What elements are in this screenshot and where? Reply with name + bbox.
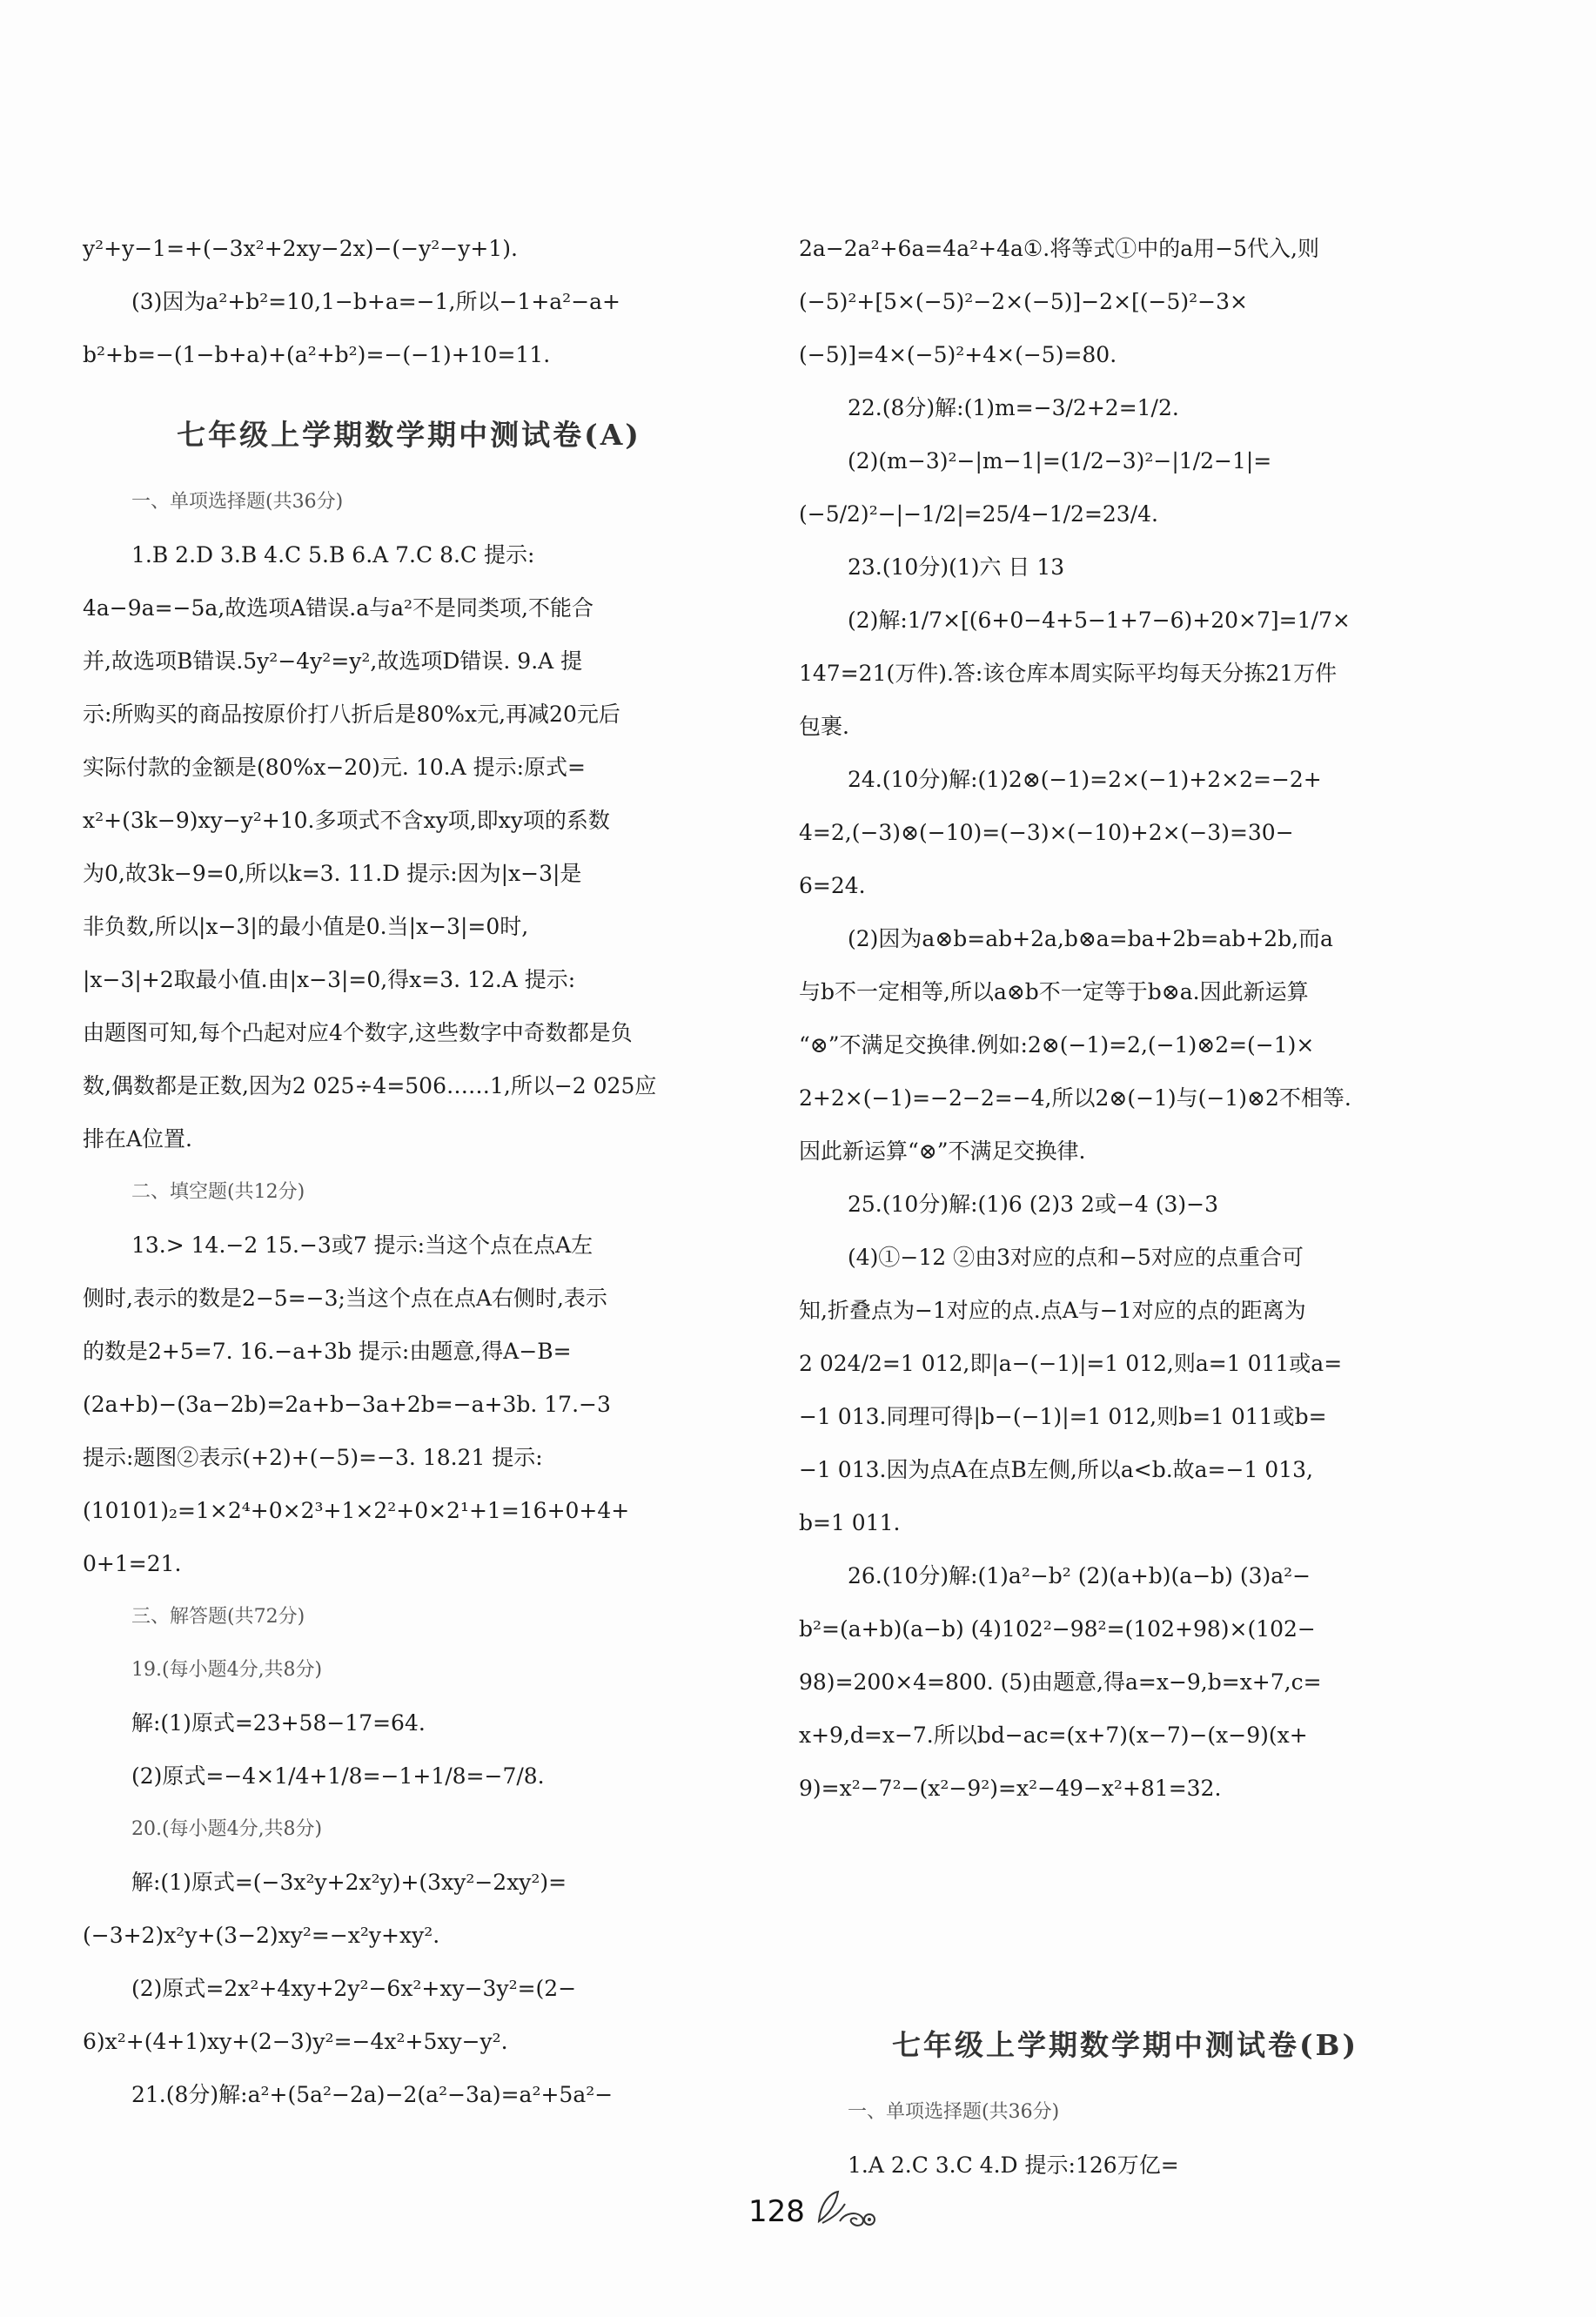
text-line: 示:所购买的商品按原价打八折后是80%x元,再减20元后: [83, 702, 620, 727]
text-line: (−5)²+[5×(−5)²−2×(−5)]−2×[(−5)²−3×: [799, 289, 1248, 314]
text-line: 侧时,表示的数是2−5=−3;当这个点在点A右侧时,表示: [83, 1286, 607, 1311]
section-heading: 一、单项选择题(共36分): [131, 491, 344, 513]
text-line: 解:(1)原式=23+58−17=64.: [131, 1710, 426, 1736]
text-line: 6=24.: [799, 873, 866, 898]
text-line: 2a−2a²+6a=4a²+4a①.将等式①中的a用−5代入,则: [799, 236, 1319, 261]
section-heading: 三、解答题(共72分): [131, 1606, 305, 1628]
text-line: 9)=x²−7²−(x²−9²)=x²−49−x²+81=32.: [799, 1776, 1222, 1801]
text-line: (2)因为a⊗b=ab+2a,b⊗a=ba+2b=ab+2b,而a: [848, 926, 1333, 951]
text-line: (−5)]=4×(−5)²+4×(−5)=80.: [799, 342, 1117, 367]
text-line: 4a−9a=−5a,故选项A错误.a与a²不是同类项,不能合: [83, 595, 594, 621]
text-line: (−3+2)x²y+(3−2)xy²=−x²y+xy².: [83, 1923, 440, 1948]
text-line: (2)(m−3)²−|m−1|=(1/2−3)²−|1/2−1|=: [848, 448, 1272, 473]
text-line: 排在A位置.: [83, 1126, 193, 1152]
text-line: −1 013.因为点A在点B左侧,所以a<b.故a=−1 013,: [799, 1457, 1313, 1482]
text-line: 1.A 2.C 3.C 4.D 提示:126万亿=: [848, 2152, 1179, 2178]
right-column: [799, 222, 1452, 1815]
text-line: 6)x²+(4+1)xy+(2−3)y²=−4x²+5xy−y².: [83, 2029, 508, 2054]
text-line: 知,折叠点为−1对应的点.点A与−1对应的点的距离为: [799, 1298, 1306, 1323]
text-line: 为0,故3k−9=0,所以k=3. 11.D 提示:因为|x−3|是: [83, 861, 582, 886]
text-line: (2a+b)−(3a−2b)=2a+b−3a+2b=−a+3b. 17.−3: [83, 1392, 611, 1417]
text-line: 由题图可知,每个凸起对应4个数字,这些数字中奇数都是负: [83, 1020, 633, 1045]
text-line: x²+(3k−9)xy−y²+10.多项式不含xy项,即xy项的系数: [83, 808, 610, 833]
text-line: x+9,d=x−7.所以bd−ac=(x+7)(x−7)−(x−9)(x+: [799, 1723, 1308, 1748]
text-line: (10101)₂=1×2⁴+0×2³+1×2²+0×2¹+1=16+0+4+: [83, 1498, 630, 1523]
text-line: 因此新运算“⊗”不满足交换律.: [799, 1138, 1086, 1164]
text-line: (2)原式=2x²+4xy+2y²−6x²+xy−3y²=(2−: [131, 1976, 577, 2001]
exam-b-section: [799, 1991, 1452, 2192]
text-line: 与b不一定相等,所以a⊗b不一定等于b⊗a.因此新运算: [799, 979, 1309, 1004]
text-line: (2)解:1/7×[(6+0−4+5−1+7−6)+20×7]=1/7×: [848, 608, 1351, 633]
leaf-swirl-icon: [814, 2186, 883, 2230]
text-line: 实际付款的金额是(80%x−20)元. 10.A 提示:原式=: [83, 755, 586, 780]
text-line: 0+1=21.: [83, 1551, 182, 1576]
text-line: 24.(10分)解:(1)2⊗(−1)=2×(−1)+2×2=−2+: [848, 767, 1322, 792]
text-line: “⊗”不满足交换律.例如:2⊗(−1)=2,(−1)⊗2=(−1)×: [799, 1032, 1315, 1058]
text-line: (4)①−12 ②由3对应的点和−5对应的点重合可: [848, 1245, 1304, 1270]
text-line: 包裹.: [799, 714, 849, 739]
left-column: [83, 222, 735, 2121]
text-line: 2 024/2=1 012,即|a−(−1)|=1 012,则a=1 011或a=: [799, 1351, 1343, 1376]
text-line: 非负数,所以|x−3|的最小值是0.当|x−3|=0时,: [83, 914, 529, 939]
text-line: |x−3|+2取最小值.由|x−3|=0,得x=3. 12.A 提示:: [83, 967, 576, 992]
text-line: 147=21(万件).答:该仓库本周实际平均每天分拣21万件: [799, 661, 1338, 686]
text-line: 提示:题图②表示(+2)+(−5)=−3. 18.21 提示:: [83, 1445, 543, 1470]
text-line: 22.(8分)解:(1)m=−3/2+2=1/2.: [848, 395, 1179, 420]
text-line: 的数是2+5=7. 16.−a+3b 提示:由题意,得A−B=: [83, 1339, 572, 1364]
exam-a-title: 七年级上学期数学期中测试卷(A): [177, 418, 641, 452]
text-line: (−5/2)²−|−1/2|=25/4−1/2=23/4.: [799, 501, 1158, 527]
text-line: 4=2,(−3)⊗(−10)=(−3)×(−10)+2×(−3)=30−: [799, 820, 1294, 845]
question-heading: 19.(每小题4分,共8分): [131, 1659, 323, 1681]
section-heading: 一、单项选择题(共36分): [848, 2101, 1060, 2123]
text-line: 1.B 2.D 3.B 4.C 5.B 6.A 7.C 8.C 提示:: [131, 542, 535, 567]
text-line: 13.> 14.−2 15.−3或7 提示:当这个点在点A左: [131, 1232, 593, 1258]
text-line: 23.(10分)(1)六 日 13: [848, 554, 1065, 580]
section-heading: 二、填空题(共12分): [131, 1181, 305, 1203]
text-line: 数,偶数都是正数,因为2 025÷4=506……1,所以−2 025应: [83, 1073, 657, 1098]
text-line: (2)原式=−4×1/4+1/8=−1+1/8=−7/8.: [131, 1763, 545, 1789]
page-number: 128: [748, 2194, 805, 2229]
text-line: b²+b=−(1−b+a)+(a²+b²)=−(−1)+10=11.: [83, 342, 551, 367]
text-line: y²+y−1=+(−3x²+2xy−2x)−(−y²−y+1).: [83, 236, 518, 261]
text-line: (3)因为a²+b²=10,1−b+a=−1,所以−1+a²−a+: [131, 289, 620, 314]
text-line: −1 013.同理可得|b−(−1)|=1 012,则b=1 011或b=: [799, 1404, 1327, 1429]
text-line: 21.(8分)解:a²+(5a²−2a)−2(a²−3a)=a²+5a²−: [131, 2082, 614, 2107]
text-line: b=1 011.: [799, 1510, 901, 1535]
text-line: 26.(10分)解:(1)a²−b² (2)(a+b)(a−b) (3)a²−: [848, 1563, 1311, 1588]
text-line: 98)=200×4=800. (5)由题意,得a=x−9,b=x+7,c=: [799, 1669, 1322, 1695]
text-line: b²=(a+b)(a−b) (4)102²−98²=(102+98)×(102−: [799, 1616, 1316, 1642]
text-line: 解:(1)原式=(−3x²y+2x²y)+(3xy²−2xy²)=: [131, 1870, 567, 1895]
exam-b-title: 七年级上学期数学期中测试卷(B): [891, 2028, 1359, 2062]
text-line: 2+2×(−1)=−2−2=−4,所以2⊗(−1)与(−1)⊗2不相等.: [799, 1085, 1351, 1111]
text-line: 并,故选项B错误.5y²−4y²=y²,故选项D错误. 9.A 提: [83, 648, 583, 674]
text-line: 25.(10分)解:(1)6 (2)3 2或−4 (3)−3: [848, 1192, 1219, 1217]
question-heading: 20.(每小题4分,共8分): [131, 1818, 323, 1840]
